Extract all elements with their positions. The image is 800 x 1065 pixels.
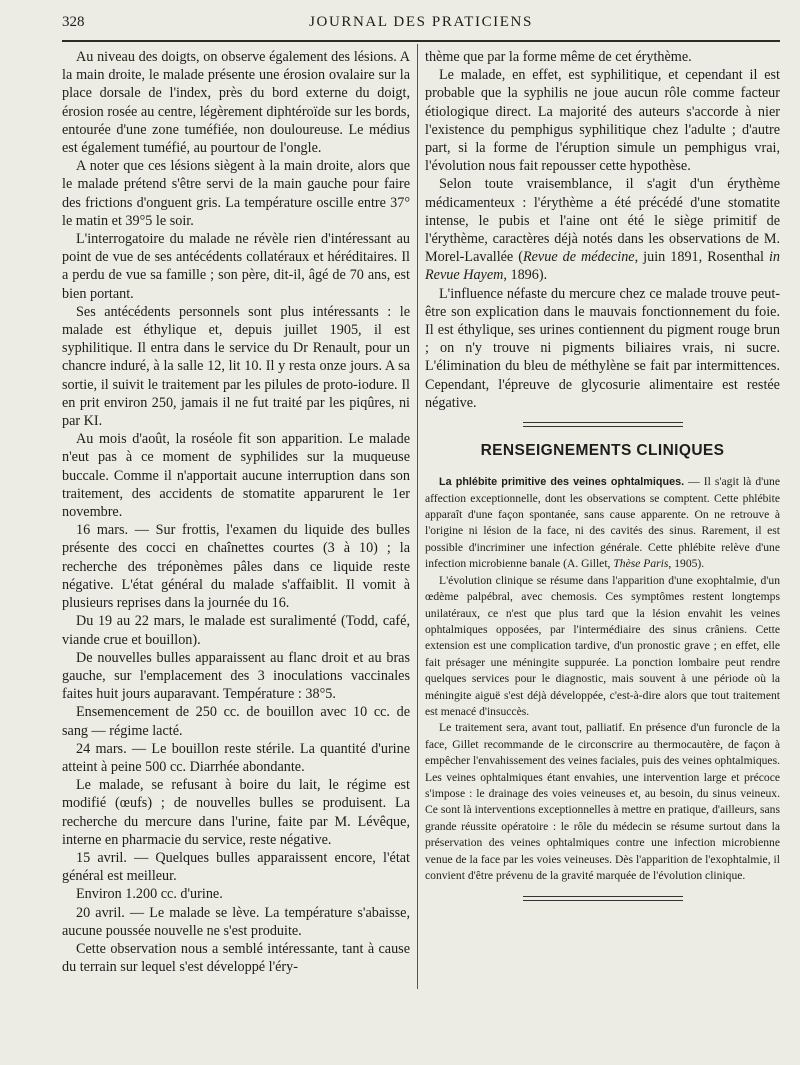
end-rule [523, 896, 683, 901]
paragraph: Ensemencement de 250 cc. de bouillon avec 10 cc. de sang — régime lacté. [62, 704, 410, 739]
article-heading: La phlébite primitive des veines ophtalmiques. [439, 476, 685, 489]
section-rule [523, 422, 683, 427]
paragraph: L'influence néfaste du mercure chez ce malade trouve peut-être son explication dans le mauvais fonctionnement du foie. Il est éthylique, ses urines contiennent du pigment rouge brun ; on n'y trouve ni pigments biliaires vrais, ni sucre. L'élimination du bleu de méthylène se fait par intermittences. Cependant, l'épreuve de glycosurie alimentaire est restée négative. [425, 285, 780, 411]
paragraph-text: , juin 1891, Rosenthal [634, 249, 769, 266]
paragraph: Au mois d'août, la roséole fit son apparition. Le malade n'eut pas à ce moment de syphilides sur la muqueuse buccale. Comme il n'apportait aucune interruption dans son traitement, des accidents de stomatite apparurent le 1er novembre. [62, 431, 410, 521]
citation: Thèse Paris [613, 557, 669, 571]
paragraph: Au niveau des doigts, on observe également des lésions. A la main droite, le malade présente une érosion ovalaire sur la place dorsale de l'index, près du bord externe du doigt, érosion rosée au centre, légèrement diphtéroïde sur les bords, entourée d'une zone tuméfiée, non douloureuse. Le médius est également tuméfié, au pourtour de l'ongle. [62, 49, 410, 157]
page-number: 328 [62, 14, 85, 30]
paragraph-text: , 1896). [503, 267, 548, 284]
citation: Revue de médecine [522, 249, 635, 266]
article-paragraph: Le traitement sera, avant tout, palliatif. En présence d'un furoncle de la face, Gillet recommande de le circonscrire au thermocautère, de façon à empêcher l'envahissement des veines faciales, puis des veines ophtalmiques. Les veines ophtalmiques étant envahies, une intervention large et précoce s'impose : le drainage des voies veineuses et, au besoin, du sinus veineux. Ce sont là interventions exceptionnelles à mettre en pratique, d'ailleurs, sans grande réussite opératoire : le rôle du médecin se résume surtout dans la préservation des veines ophtalmiques contre une infection microbienne venue de la face par les voies veineuses. Dès l'apparition de l'exophtalmie, il convient d'être prévenu de la gravité marquée de l'évolution clinique. [425, 721, 780, 883]
paragraph: Du 19 au 22 mars, le malade est suralimenté (Todd, café, viande crue et bouillon). [62, 613, 410, 648]
column-divider [417, 44, 418, 989]
article-paragraph: L'évolution clinique se résume dans l'apparition d'une exophtalmie, d'un œdème palpébral, avec chemosis. Ces symptômes restent longtemps unilatéraux, ce n'est que plus tard que la lésion envahit les veines ophtalmiques opposées, par l'intermédiaire des sinus crâniens. Cette extension est une complication tardive, d'un pronostic grave ; en effet, elle fait présager une méningite suppurée. La ponction lombaire peut rendre quelques services pour le diagnostic, mais souvent à une période où la méningite aiguë s'est déjà développée, c'est-à-dire alors que tout traitement est menacé d'insuccès. [425, 573, 780, 718]
paragraph: A noter que ces lésions siègent à la main droite, alors que le malade prétend s'être servi de la main gauche pour faire des frictions d'onguent gris. La température oscille entre 37° le matin et 39°5 le soir. [62, 158, 410, 229]
paragraph: 20 avril. — Le malade se lève. La température s'abaisse, aucune poussée nouvelle ne s'est produite. [62, 904, 410, 939]
paragraph: Ses antécédents personnels sont plus intéressants : le malade est éthylique et, depuis juillet 1905, il est syphilitique. Il entra dans le service du Dr Renault, pour un chancre induré, à la salle 12, lit 10. Il y resta onze jours. A sa sortie, il suivit le traitement par les pilules de proto-iodure. Il en prit environ 250, jamais il ne fut traité par les piqûres, ni par KI. [62, 303, 410, 430]
clinical-article [425, 474, 780, 884]
header-rule [62, 40, 780, 42]
right-column [425, 48, 780, 901]
paragraph: Le malade, se refusant à boire du lait, le régime est modifié (œufs) ; de nouvelles bulles se produisent. La recherche du mercure dans l'urine, faite par M. Lévêque, interne en pharmacie du service, reste négative. [62, 777, 410, 848]
paragraph: L'interrogatoire du malade ne révèle rien d'intéressant au point de vue de ses antécédents collatéraux et héréditaires. Il a perdu de vue sa famille ; son père, dit-il, âgé de 70 ans, est bien portant. [62, 231, 410, 302]
paragraph: Environ 1.200 cc. d'urine. [76, 886, 223, 903]
citation: in Revue Hayem [425, 249, 780, 284]
paragraph: thème que par la forme même de cet érythème. [425, 49, 692, 65]
section-title: RENSEIGNEMENTS CLINIQUES [480, 442, 725, 460]
paragraph [425, 175, 780, 284]
paragraph: Le malade, en effet, est syphilitique, et cependant il est probable que la syphilis ne joue aucun rôle comme facteur étiologique direct. La majorité des auteurs s'accorde à nier l'existence du pemphigus syphilitique chez l'adulte ; d'autre part, si la forme de l'éruption simule un pemphigus vrai, l'évolution nous fait repousser cette hypothèse. [425, 67, 780, 175]
article-text: — Il s'agit là d'une affection exceptionnelle, dont les observations se comptent. Cette phlébite apparaît d'une façon spontanée, sans cause apparente. On ne retrouve à l'origine ni lésion de la face, ni des cavités des sinus. Rarement, il est possible d'incriminer une infection générale. Cette phlébite relève d'une infection microbienne banale (A. Gillet, [425, 475, 780, 571]
running-title: JOURNAL DES PRATICIENS [309, 14, 533, 30]
paragraph: Cette observation nous a semblé intéressante, tant à cause du terrain sur lequel s'est développé l'éry- [62, 940, 410, 976]
paragraph: De nouvelles bulles apparaissent au flanc droit et au bras gauche, sur l'emplacement des 3 inoculations vaccinales faites huit jours auparavant. Température : 38°5. [62, 649, 410, 703]
article-text: , 1905). [668, 557, 705, 571]
article-paragraph [425, 474, 780, 572]
paragraph-text: Selon toute vraisemblance, il s'agit d'un érythème médicamenteux : l'érythème a été précédé d'une stomatite intense, le pubis et l'aine ont été le siège primitif de l'érythème, caractères déjà notés dans les observations de M. Morel-Lavallée ( [425, 176, 780, 266]
page-header [62, 14, 780, 36]
left-column [62, 48, 410, 976]
paragraph: 24 mars. — Le bouillon reste stérile. La quantité d'urine atteint à peine 500 cc. Diarrhée abondante. [62, 740, 410, 775]
paragraph: 15 avril. — Quelques bulles apparaissent encore, l'état général est meilleur. [62, 849, 410, 885]
paragraph: 16 mars. — Sur frottis, l'examen du liquide des bulles présente des cocci en chaînettes courtes (3 à 10) ; la recherche des tréponèmes pâles dans ce liquide reste négative. L'état général du malade s'affaiblit. Il vomit à plusieurs reprises dans la journée du 16. [62, 522, 410, 612]
